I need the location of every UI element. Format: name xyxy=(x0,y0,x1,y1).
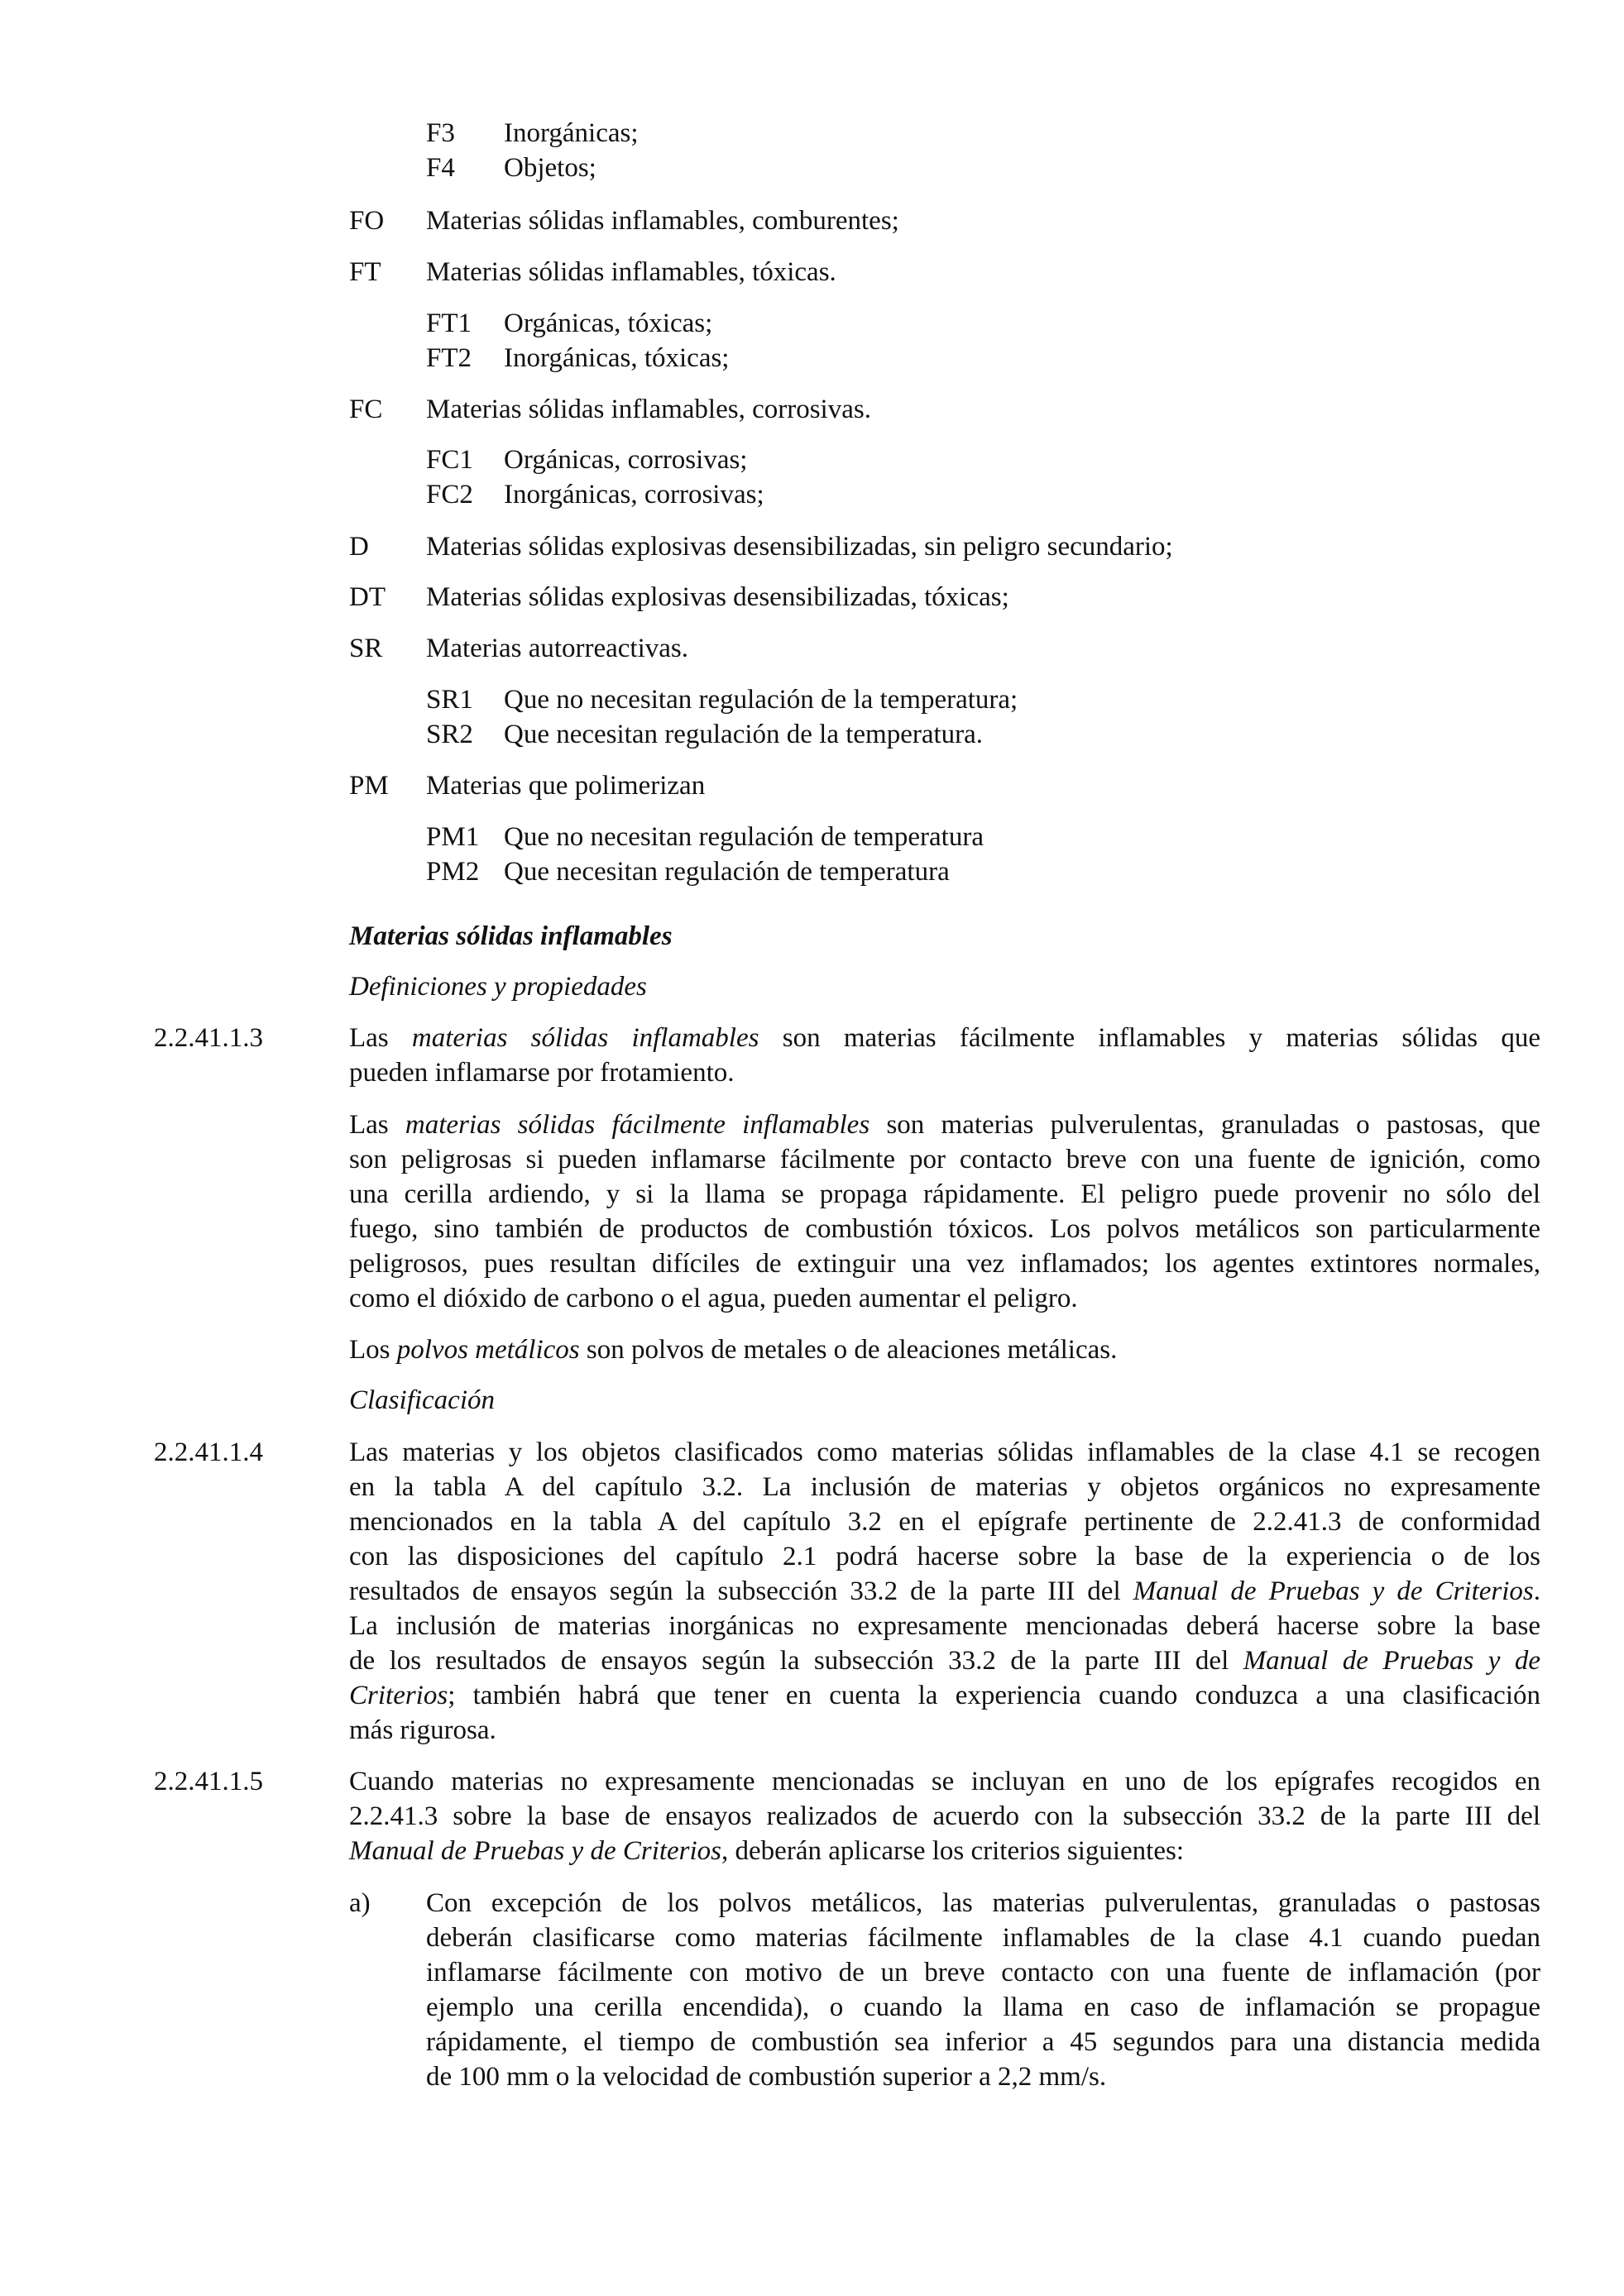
code-f4: F4 xyxy=(426,153,455,183)
code-ft-desc: Materias sólidas inflamables, tóxicas. xyxy=(426,257,836,287)
code-fc2-desc: Inorgánicas, corrosivas; xyxy=(504,480,764,509)
code-d: D xyxy=(349,532,369,562)
code-ft2-desc: Inorgánicas, tóxicas; xyxy=(504,343,730,373)
p3-line-2: pueden inflamarse por frotamiento. xyxy=(349,1058,735,1088)
p4-line-3: mencionados en la tabla A del capítulo 3.2 en el epígrafe pertinente de 2.2.41.3 de conformidad xyxy=(349,1507,1540,1537)
code-sr-desc: Materias autorreactivas. xyxy=(426,634,689,663)
subheading-classification: Clasificación xyxy=(349,1385,495,1415)
list-marker-a: a) xyxy=(349,1888,371,1918)
code-ft2: FT2 xyxy=(426,343,472,373)
code-fo-desc: Materias sólidas inflamables, comburentes; xyxy=(426,206,899,236)
pa-line-4: ejemplo una cerilla encendida), o cuando la llama en caso de inflamación se propague xyxy=(426,1992,1540,2022)
code-pm-desc: Materias que polimerizan xyxy=(426,771,706,801)
p4-line-1: Las materias y los objetos clasificados como materias sólidas inflamables de la clase 4.1 se recogen xyxy=(349,1437,1540,1467)
code-pm1: PM1 xyxy=(426,822,480,852)
pa-line-6: de 100 mm o la velocidad de combustión superior a 2,2 mm/s. xyxy=(426,2062,1107,2092)
code-f3: F3 xyxy=(426,118,455,148)
code-f3-desc: Inorgánicas; xyxy=(504,118,639,148)
code-sr1-desc: Que no necesitan regulación de la temperatura; xyxy=(504,685,1018,715)
code-sr2: SR2 xyxy=(426,720,473,749)
p4-line-7: de los resultados de ensayos según la subsección 33.2 de la parte III del Manual de Pruebas y de xyxy=(349,1646,1541,1676)
code-sr: SR xyxy=(349,634,383,663)
code-fc1-desc: Orgánicas, corrosivas; xyxy=(504,445,748,475)
p3b-line-3: una cerilla ardiendo, y si la llama se propaga rápidamente. El peligro puede provenir no sólo del xyxy=(349,1179,1540,1209)
code-fc-desc: Materias sólidas inflamables, corrosivas. xyxy=(426,395,871,424)
p4-line-6: La inclusión de materias inorgánicas no expresamente mencionadas deberá hacerse sobre la base xyxy=(349,1611,1540,1641)
p3b-line-4: fuego, sino también de productos de combustión tóxicos. Los polvos metálicos son particularmente xyxy=(349,1214,1540,1244)
code-dt: DT xyxy=(349,582,386,612)
p5-line-2: 2.2.41.3 sobre la base de ensayos realizados de acuerdo con la subsección 33.2 de la parte III del xyxy=(349,1801,1540,1831)
code-f4-desc: Objetos; xyxy=(504,153,596,183)
p3b-line-6: como el dióxido de carbono o el agua, pueden aumentar el peligro. xyxy=(349,1284,1078,1313)
pa-line-5: rápidamente, el tiempo de combustión sea inferior a 45 segundos para una distancia medida xyxy=(426,2027,1540,2057)
p3c-line: Los polvos metálicos son polvos de metales o de aleaciones metálicas. xyxy=(349,1335,1118,1365)
p4-line-9: más rigurosa. xyxy=(349,1715,496,1745)
p3-line-1: Las materias sólidas inflamables son materias fácilmente inflamables y materias sólidas que xyxy=(349,1023,1540,1053)
p5-line-1: Cuando materias no expresamente mencionadas se incluyan en uno de los epígrafes recogidos en xyxy=(349,1767,1540,1796)
paragraph-number-3: 2.2.41.1.3 xyxy=(154,1023,263,1053)
p3b-line-2: son peligrosas si pueden inflamarse fácilmente por contacto breve con una fuente de ignición, como xyxy=(349,1145,1540,1174)
p4-line-5: resultados de ensayos según la subsección 33.2 de la parte III del Manual de Pruebas y de Criterios. xyxy=(349,1576,1541,1606)
p4-line-8: Criterios; también habrá que tener en cuenta la experiencia cuando conduzca a una clasificación xyxy=(349,1681,1540,1710)
code-fc2: FC2 xyxy=(426,480,473,509)
subheading-definitions: Definiciones y propiedades xyxy=(349,972,647,1002)
code-fc1: FC1 xyxy=(426,445,473,475)
code-pm: PM xyxy=(349,771,389,801)
code-ft1: FT1 xyxy=(426,309,472,338)
code-ft1-desc: Orgánicas, tóxicas; xyxy=(504,309,713,338)
code-pm1-desc: Que no necesitan regulación de temperatura xyxy=(504,822,984,852)
p4-line-4: con las disposiciones del capítulo 2.1 podrá hacerse sobre la base de la experiencia o de los xyxy=(349,1542,1540,1571)
code-ft: FT xyxy=(349,257,381,287)
code-fo: FO xyxy=(349,206,385,236)
code-pm2-desc: Que necesitan regulación de temperatura xyxy=(504,857,950,887)
code-fc: FC xyxy=(349,395,383,424)
paragraph-number-4: 2.2.41.1.4 xyxy=(154,1437,263,1467)
pa-line-3: inflamarse fácilmente con motivo de un breve contacto con una fuente de inflamación (por xyxy=(426,1958,1540,1987)
p3b-line-1: Las materias sólidas fácilmente inflamables son materias pulverulentas, granuladas o pastosas, que xyxy=(349,1110,1541,1140)
code-dt-desc: Materias sólidas explosivas desensibilizadas, tóxicas; xyxy=(426,582,1009,612)
code-sr1: SR1 xyxy=(426,685,473,715)
pa-line-2: deberán clasificarse como materias fácilmente inflamables de la clase 4.1 cuando puedan xyxy=(426,1923,1540,1953)
p4-line-2: en la tabla A del capítulo 3.2. La inclusión de materias y objetos orgánicos no expresamente xyxy=(349,1472,1540,1502)
pa-line-1: Con excepción de los polvos metálicos, las materias pulverulentas, granuladas o pastosas xyxy=(426,1888,1540,1918)
p3b-line-5: peligrosos, pues resultan difíciles de extinguir una vez inflamados; los agentes extintores normales, xyxy=(349,1249,1540,1279)
p5-line-3: Manual de Pruebas y de Criterios, deberán aplicarse los criterios siguientes: xyxy=(349,1836,1185,1866)
section-title: Materias sólidas inflamables xyxy=(349,921,673,951)
code-pm2: PM2 xyxy=(426,857,480,887)
code-sr2-desc: Que necesitan regulación de la temperatura. xyxy=(504,720,984,749)
code-d-desc: Materias sólidas explosivas desensibilizadas, sin peligro secundario; xyxy=(426,532,1173,562)
paragraph-number-5: 2.2.41.1.5 xyxy=(154,1767,263,1796)
